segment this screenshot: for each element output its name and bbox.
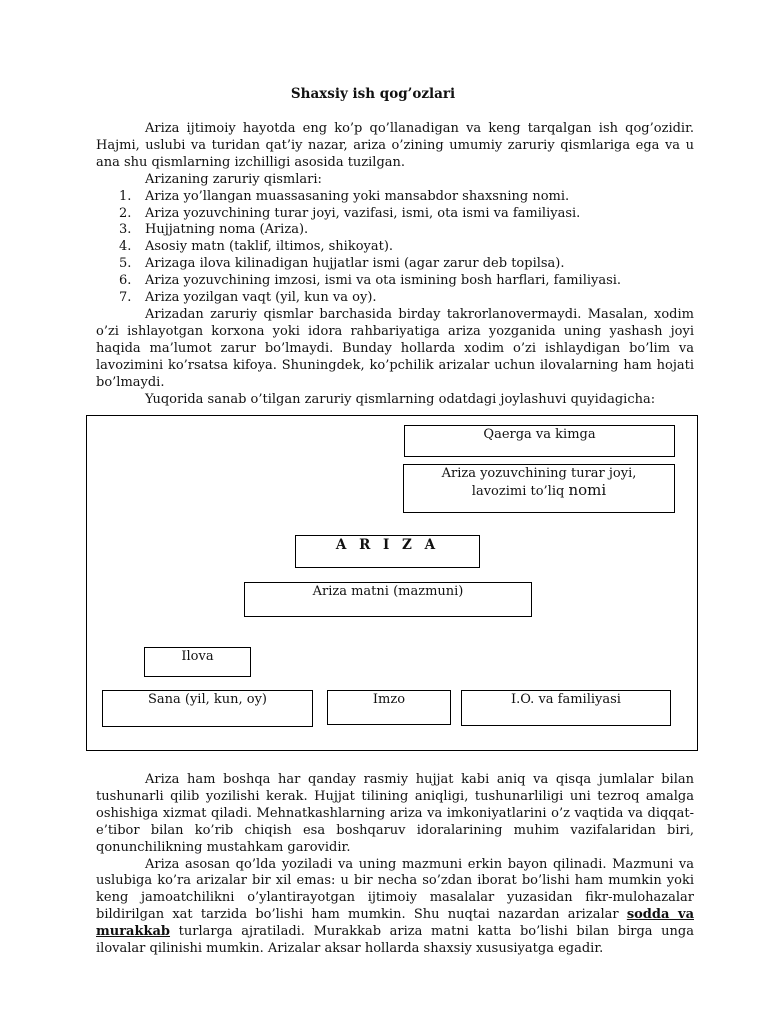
- layout-diagram: [86, 415, 698, 751]
- paragraph-2: Arizadan zaruriy qismlar barchasida birday takrorlanovermaydi. Masalan, xodim o’zi ishlayotgan korxona yoki idora rahbariyatiga ariza yozganida uning yashash joyi haqida ma’lumot zarur bo’lmaydi. Bunday hollarda xodim o’zi ishlaydigan bo’lim va lavozimini ko’rsatsa kifoya. Shuningdek, ko’pchilik arizalar uchun ilovalarning ham hojati bo’lmaydi.: [96, 306, 694, 390]
- list-item: 3. Hujjatning noma (Ariza).: [119, 222, 309, 238]
- intro-section: [96, 121, 694, 408]
- diagram-box-date: Sana (yil, kun, oy): [102, 690, 313, 727]
- paragraph-4: Ariza ham boshqa har qanday rasmiy hujjat kabi aniq va qisqa jumlalar bilan tushunarli qilib yozilishi kerak. Hujjat tilining aniqligi, tushunarliligi uni tezroq amalga oshishiga xizmat qiladi. Mehnatkashlarning ariza va imkoniyatlarini o’z vaqtida va diqqat-e’tibor bilan ko’rib chiqish esa boshqaruv idoralarining muhim vazifalaridan biri, qonunchilikning mustahkam garovidir.: [96, 772, 694, 855]
- diagram-box-signature: Imzo: [327, 690, 451, 725]
- list-item: 5. Arizaga ilova kilinadigan hujjatlar ismi (agar zarur deb topilsa).: [119, 256, 565, 272]
- list-item: 2. Ariza yozuvchining turar joyi, vazifasi, ismi, ota ismi va familiyasi.: [119, 205, 581, 221]
- diagram-box-to-whom: Qaerga va kimga: [404, 425, 675, 457]
- list-item: 4. Asosiy matn (taklif, iltimos, shikoyat).: [119, 239, 394, 255]
- diagram-box-heading: A R I Z A: [295, 535, 480, 568]
- paragraph-3: Yuqorida sanab o’tilgan zaruriy qismlarning odatdagi joylashuvi quyidagicha:: [145, 391, 656, 407]
- diagram-box-author: Ariza yozuvchining turar joyi, lavozimi to’liq nomi: [403, 464, 675, 513]
- list-item: 1. Ariza yo’llangan muassasaning yoki mansabdor shaxsning nomi.: [119, 188, 570, 204]
- list-item: 7. Ariza yozilgan vaqt (yil, kun va oy).: [119, 290, 377, 306]
- diagram-box-body: Ariza matni (mazmuni): [244, 582, 532, 617]
- parts-list: [96, 189, 694, 307]
- closing-section: [96, 772, 694, 958]
- paragraph-5: Ariza asosan qo’lda yoziladi va uning mazmuni erkin bayon qilinadi. Mazmuni va uslubiga ko’ra arizalar bir xil emas: u bir necha so’zdan iborat bo’lishi ham mumkin yoki keng jamoatchilikni o’ylantirayotgan ijtimoiy masalalar yuzasidan fikr-mulohazalar bildirilgan xat tarzida bo’lishi ham mumkin. Shu nuqtai nazardan arizalar sodda va murakkab turlarga ajratiladi. Murakkab ariza matni katta bo’lishi bilan birga unga ilovalar qilinishi mumkin. Arizalar aksar hollarda shaxsiy xususiyatga egadir.: [96, 856, 694, 957]
- emphasis-text: sodda va murakkab: [96, 907, 694, 940]
- intro-paragraph: Ariza ijtimoiy hayotda eng ko’p qo’llanadigan va keng tarqalgan ish qog’ozidir. Hajmi, uslubi va turidan qat’iy nazar, ariza o’zining umumiy zaruriy qismlariga ega va u ana shu qismlarning izchilligi asosida tuzilgan.: [96, 121, 694, 170]
- list-item: 6. Ariza yozuvchining imzosi, ismi va ota ismining bosh harflari, familiyasi.: [119, 273, 622, 289]
- page-title: Shaxsiy ish qog’ozlari: [290, 86, 456, 102]
- parts-heading: Arizaning zaruriy qismlari:: [145, 171, 322, 187]
- diagram-box-name: I.O. va familiyasi: [461, 690, 671, 726]
- diagram-box-attachment: Ilova: [144, 647, 251, 677]
